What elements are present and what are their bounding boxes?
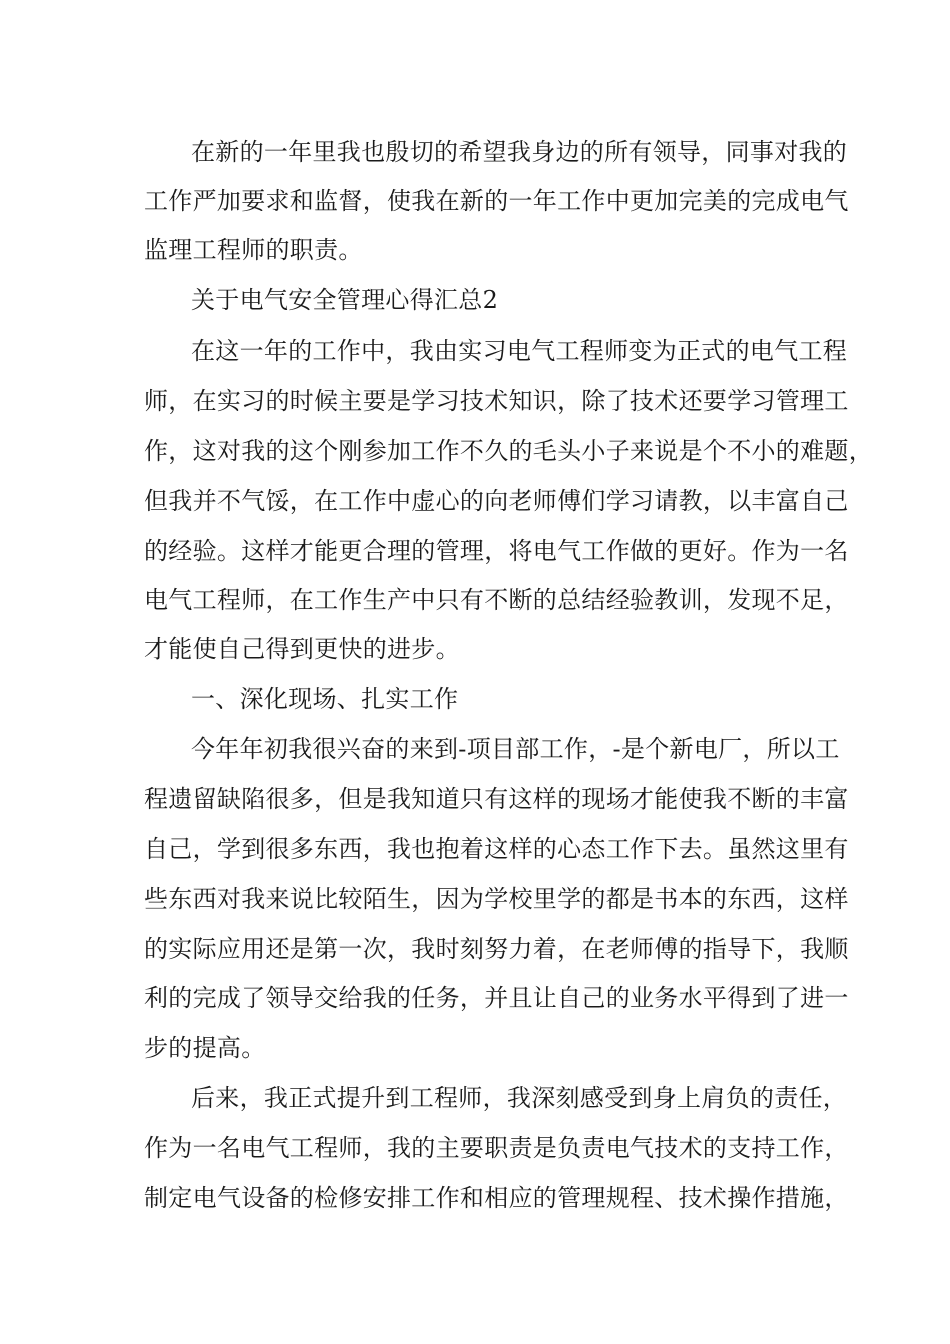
paragraph-line: 作为一名电气工程师，我的主要职责是负责电气技术的支持工作， [144,1134,849,1162]
paragraph-line: 步的提高。 [144,1034,266,1062]
paragraph-line: 今年年初我很兴奋的来到-项目部工作，-是个新电厂，所以工 [191,735,840,763]
paragraph-line: 在这一年的工作中，我由实习电气工程师变为正式的电气工程 [191,337,848,365]
paragraph-line: 利的完成了领导交给我的任务，并且让自己的业务水平得到了进一 [144,984,849,1012]
paragraph-line: 后来，我正式提升到工程师，我深刻感受到身上肩负的责任， [191,1084,848,1112]
section-heading: 关于电气安全管理心得汇总2 [191,286,499,314]
paragraph-line: 监理工程师的职责。 [144,236,363,264]
paragraph-line: 才能使自己得到更快的进步。 [144,635,460,663]
paragraph-line: 些东西对我来说比较陌生，因为学校里学的都是书本的东西，这样 [144,885,849,913]
paragraph-line: 自己，学到很多东西，我也抱着这样的心态工作下去。虽然这里有 [144,835,849,863]
paragraph-line: 在新的一年里我也殷切的希望我身边的所有领导，同事对我的 [191,138,848,166]
section-heading: 一、深化现场、扎实工作 [191,685,459,713]
paragraph-line: 的实际应用还是第一次，我时刻努力着，在老师傅的指导下，我顺 [144,935,849,963]
paragraph-line: 师，在实习的时候主要是学习技术知识，除了技术还要学习管理工 [144,387,849,415]
paragraph-line: 制定电气设备的检修安排工作和相应的管理规程、技术操作措施， [144,1184,849,1212]
paragraph-line: 作，这对我的这个刚参加工作不久的毛头小子来说是个不小的难题， [144,437,873,465]
paragraph-line: 工作严加要求和监督，使我在新的一年工作中更加完美的完成电气 [144,187,849,215]
paragraph-line: 程遗留缺陷很多，但是我知道只有这样的现场才能使我不断的丰富 [144,785,849,813]
paragraph-line: 的经验。这样才能更合理的管理，将电气工作做的更好。作为一名 [144,537,849,565]
paragraph-line: 但我并不气馁，在工作中虚心的向老师傅们学习请教，以丰富自己 [144,487,849,515]
paragraph-line: 电气工程师，在工作生产中只有不断的总结经验教训，发现不足， [144,586,849,614]
